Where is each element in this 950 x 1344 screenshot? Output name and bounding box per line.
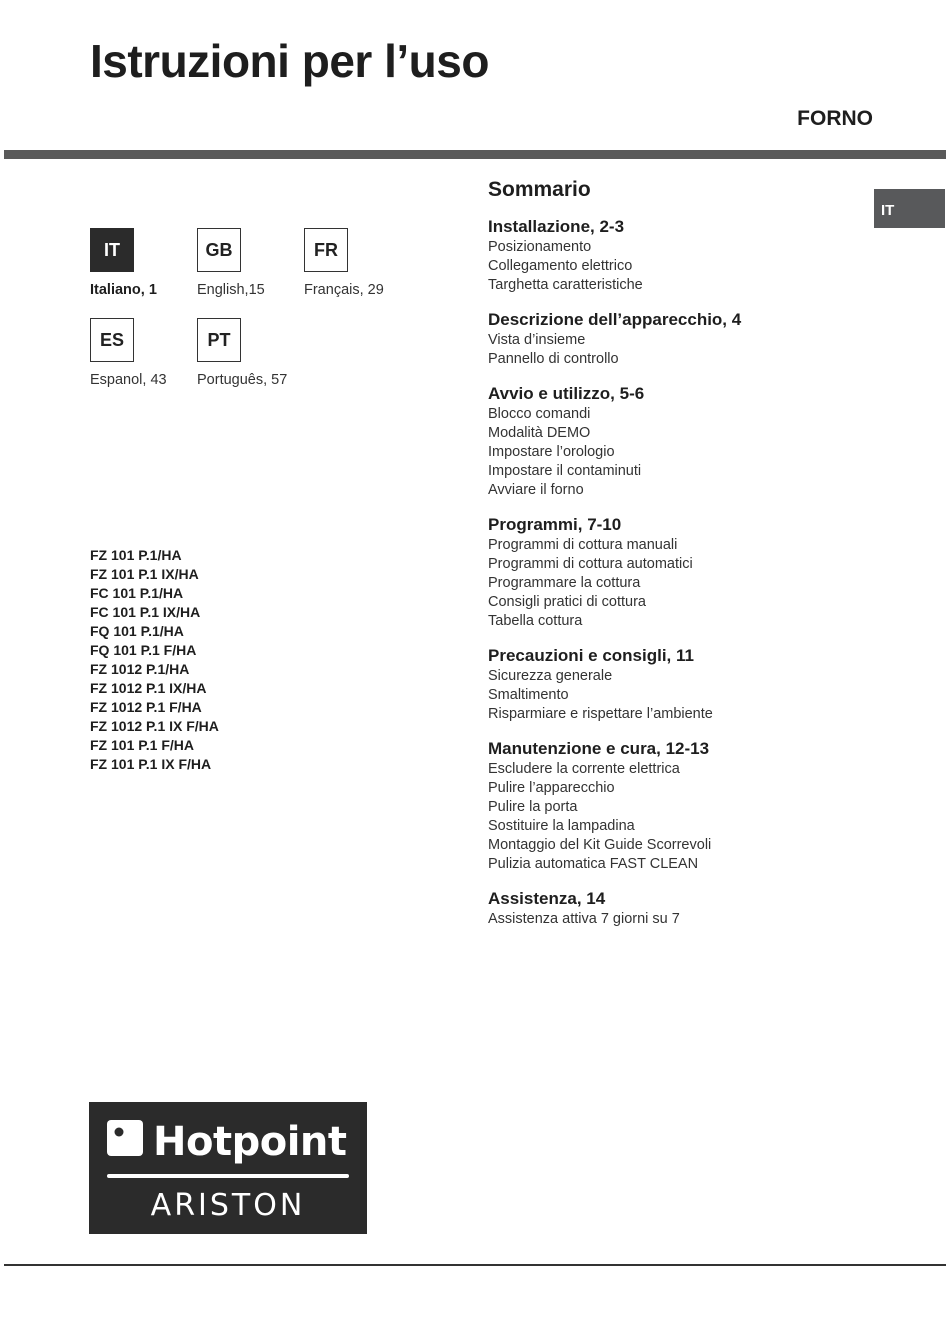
toc-item[interactable]: Impostare l’orologio (488, 444, 615, 460)
model-item: FC 101 P.1 IX/HA (90, 604, 201, 620)
toc-section-heading[interactable]: Programmi, 7-10 (488, 515, 622, 534)
toc-item[interactable]: Consigli pratici di cottura (488, 594, 646, 610)
language-code-box[interactable]: IT (90, 228, 134, 272)
logo-graphic (89, 1102, 367, 1234)
toc-section-assistenza (488, 888, 868, 929)
model-item: FZ 1012 P.1 IX F/HA (90, 718, 219, 734)
table-of-contents (488, 178, 868, 943)
header-divider (4, 150, 946, 159)
toc-item[interactable]: Assistenza attiva 7 giorni su 7 (488, 911, 680, 927)
language-label: English,15 (197, 282, 265, 298)
toc-item[interactable]: Pulire l’apparecchio (488, 780, 615, 796)
toc-section-heading[interactable]: Avvio e utilizzo, 5-6 (488, 384, 645, 403)
toc-item[interactable]: Escludere la corrente elettrica (488, 761, 680, 777)
logo-wordmark-ariston: ARISTON (150, 1188, 306, 1223)
language-label: Português, 57 (197, 372, 288, 388)
toc-section-avvio (488, 383, 868, 500)
toc-section-manutenzione (488, 738, 868, 874)
toc-item[interactable]: Modalità DEMO (488, 425, 591, 441)
language-item-pt[interactable] (197, 318, 297, 388)
toc-item[interactable]: Avviare il forno (488, 482, 584, 498)
toc-section-programmi (488, 514, 868, 631)
model-list (90, 546, 219, 774)
toc-section-installazione (488, 216, 868, 295)
toc-section-heading[interactable]: Manutenzione e cura, 12-13 (488, 739, 710, 758)
toc-section-heading[interactable]: Descrizione dell’apparecchio, 4 (488, 310, 742, 329)
hotpoint-ariston-logo (89, 1102, 367, 1234)
model-item: FZ 101 P.1/HA (90, 547, 182, 563)
toc-item[interactable]: Posizionamento (488, 239, 592, 255)
language-label: Français, 29 (304, 282, 384, 298)
toc-section-descrizione (488, 309, 868, 369)
toc-item[interactable]: Pulizia automatica FAST CLEAN (488, 856, 699, 872)
toc-item[interactable]: Impostare il contaminuti (488, 463, 642, 479)
language-item-it[interactable] (90, 228, 190, 298)
page-title: Istruzioni per l’uso (90, 35, 489, 87)
toc-item[interactable]: Collegamento elettrico (488, 258, 633, 274)
model-item: FZ 1012 P.1/HA (90, 661, 190, 677)
language-code-box[interactable]: ES (90, 318, 134, 362)
toc-item[interactable]: Sostituire la lampadina (488, 818, 635, 834)
toc-title: Sommario (488, 178, 591, 201)
model-item: FZ 1012 P.1 F/HA (90, 699, 202, 715)
language-item-fr[interactable] (304, 228, 404, 298)
product-name: FORNO (797, 107, 873, 130)
logo-square-icon (107, 1120, 143, 1156)
model-item: FC 101 P.1/HA (90, 585, 184, 601)
toc-item[interactable]: Pannello di controllo (488, 351, 619, 367)
language-label: Espanol, 43 (90, 372, 167, 388)
model-item: FQ 101 P.1 F/HA (90, 642, 197, 658)
footer-divider (4, 1264, 946, 1266)
model-item: FQ 101 P.1/HA (90, 623, 184, 639)
model-item: FZ 1012 P.1 IX/HA (90, 680, 207, 696)
toc-section-precauzioni (488, 645, 868, 724)
model-item: FZ 101 P.1 IX/HA (90, 566, 199, 582)
logo-divider (107, 1174, 349, 1178)
toc-section-heading[interactable]: Installazione, 2-3 (488, 217, 625, 236)
toc-item[interactable]: Programmi di cottura manuali (488, 537, 678, 553)
toc-section-heading[interactable]: Precauzioni e consigli, 11 (488, 646, 694, 665)
logo-square-dot (115, 1128, 124, 1137)
toc-item[interactable]: Programmare la cottura (488, 575, 641, 591)
language-item-es[interactable] (90, 318, 190, 388)
toc-item[interactable]: Smaltimento (488, 687, 569, 703)
toc-section-heading[interactable]: Assistenza, 14 (488, 889, 606, 908)
toc-item[interactable]: Montaggio del Kit Guide Scorrevoli (488, 837, 712, 853)
model-item: FZ 101 P.1 F/HA (90, 737, 195, 753)
logo-wordmark-hotpoint: Hotpoint (153, 1119, 347, 1165)
toc-item[interactable]: Programmi di cottura automatici (488, 556, 693, 572)
language-item-gb[interactable] (197, 228, 297, 298)
toc-item[interactable]: Vista d’insieme (488, 332, 586, 348)
language-code-box[interactable]: GB (197, 228, 241, 272)
toc-item[interactable]: Pulire la porta (488, 799, 578, 815)
language-label: Italiano, 1 (90, 282, 157, 298)
toc-item[interactable]: Targhetta caratteristiche (488, 277, 643, 293)
toc-item[interactable]: Sicurezza generale (488, 668, 613, 684)
language-code-box[interactable]: FR (304, 228, 348, 272)
toc-item[interactable]: Risparmiare e rispettare l’ambiente (488, 706, 713, 722)
language-side-tab: IT (874, 189, 945, 228)
toc-item[interactable]: Blocco comandi (488, 406, 591, 422)
model-item: FZ 101 P.1 IX F/HA (90, 756, 212, 772)
toc-item[interactable]: Tabella cottura (488, 613, 583, 629)
language-code-box[interactable]: PT (197, 318, 241, 362)
